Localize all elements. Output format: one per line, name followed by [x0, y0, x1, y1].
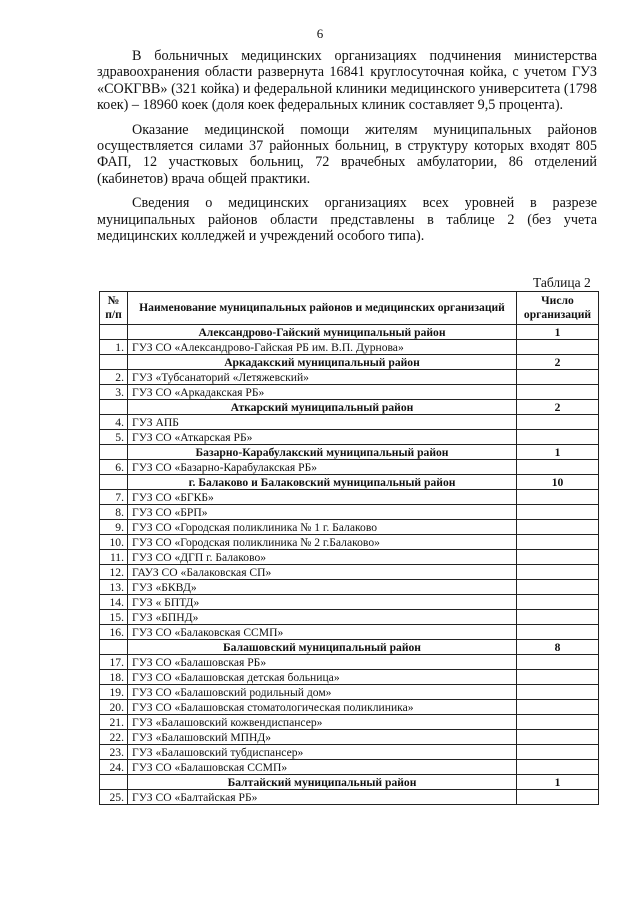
row-number: 23.	[100, 745, 128, 760]
row-number: 22.	[100, 730, 128, 745]
district-count: 2	[517, 355, 599, 370]
district-row	[100, 475, 599, 490]
organization-name: ГУЗ СО «Аткарская РБ»	[128, 430, 517, 445]
district-num-cell	[100, 355, 128, 370]
header-name: Наименование муниципальных районов и медицинских организаций	[128, 292, 517, 325]
row-number: 4.	[100, 415, 128, 430]
table-row	[100, 415, 599, 430]
table-row	[100, 670, 599, 685]
organization-count-cell	[517, 670, 599, 685]
district-row	[100, 400, 599, 415]
table-row	[100, 565, 599, 580]
district-count: 1	[517, 325, 599, 340]
organization-name: ГУЗ СО «Городская поликлиника № 2 г.Балаково»	[128, 535, 517, 550]
organization-name: ГУЗ «БПНД»	[128, 610, 517, 625]
organization-name: ГУЗ СО «БГКБ»	[128, 490, 517, 505]
organization-count-cell	[517, 430, 599, 445]
organization-name: ГУЗ СО «Балашовская ССМП»	[128, 760, 517, 775]
organization-count-cell	[517, 370, 599, 385]
district-name: Аркадакский муниципальный район	[128, 355, 517, 370]
row-number: 18.	[100, 670, 128, 685]
row-number: 11.	[100, 550, 128, 565]
header-num: № п/п	[100, 292, 128, 325]
row-number: 14.	[100, 595, 128, 610]
organization-count-cell	[517, 520, 599, 535]
row-number: 15.	[100, 610, 128, 625]
organization-name: ГУЗ СО «Городская поликлиника № 1 г. Балаково	[128, 520, 517, 535]
row-number: 6.	[100, 460, 128, 475]
table-row	[100, 505, 599, 520]
table-row	[100, 655, 599, 670]
organization-count-cell	[517, 595, 599, 610]
table-row	[100, 370, 599, 385]
organization-count-cell	[517, 565, 599, 580]
organization-count-cell	[517, 535, 599, 550]
district-row	[100, 445, 599, 460]
district-row	[100, 355, 599, 370]
organization-name: ГУЗ СО «Балашовская стоматологическая поликлиника»	[128, 700, 517, 715]
organization-count-cell	[517, 490, 599, 505]
district-num-cell	[100, 400, 128, 415]
organization-name: ГУЗ СО «Балашовская РБ»	[128, 655, 517, 670]
table-row	[100, 745, 599, 760]
organization-count-cell	[517, 505, 599, 520]
organization-count-cell	[517, 760, 599, 775]
organization-count-cell	[517, 730, 599, 745]
table-row	[100, 430, 599, 445]
table-row	[100, 730, 599, 745]
district-name: Балтайский муниципальный район	[128, 775, 517, 790]
district-num-cell	[100, 475, 128, 490]
table-row	[100, 610, 599, 625]
organizations-table	[99, 291, 599, 805]
organization-name: ГУЗ СО «Базарно-Карабулакская РБ»	[128, 460, 517, 475]
district-name: Базарно-Карабулакский муниципальный район	[128, 445, 517, 460]
row-number: 13.	[100, 580, 128, 595]
district-num-cell	[100, 775, 128, 790]
organization-name: ГУЗ СО «Александрово-Гайская РБ им. В.П. Дурнова»	[128, 340, 517, 355]
organization-name: ГУЗ АПБ	[128, 415, 517, 430]
row-number: 19.	[100, 685, 128, 700]
row-number: 10.	[100, 535, 128, 550]
district-row	[100, 325, 599, 340]
district-count: 8	[517, 640, 599, 655]
row-number: 3.	[100, 385, 128, 400]
organization-count-cell	[517, 460, 599, 475]
organization-name: ГУЗ СО «Балаковская ССМП»	[128, 625, 517, 640]
organization-count-cell	[517, 685, 599, 700]
organization-count-cell	[517, 715, 599, 730]
paragraph: Оказание медицинской помощи жителям муниципальных районов осуществляется силами 37 районных больниц, в структуру которых входят 805 ФАП, 12 участковых больниц, 72 врачебных амбулатории, 86 отделений (кабинетов) врача общей практики.	[97, 121, 597, 187]
row-number: 25.	[100, 790, 128, 805]
district-name: Аткарский муниципальный район	[128, 400, 517, 415]
table-row	[100, 520, 599, 535]
table-row	[100, 685, 599, 700]
table-header-row	[100, 292, 599, 325]
table-row	[100, 385, 599, 400]
table-row	[100, 550, 599, 565]
table-row	[100, 580, 599, 595]
organization-count-cell	[517, 745, 599, 760]
row-number: 2.	[100, 370, 128, 385]
district-row	[100, 640, 599, 655]
organization-count-cell	[517, 610, 599, 625]
organization-name: ГАУЗ СО «Балаковская СП»	[128, 565, 517, 580]
table-row	[100, 625, 599, 640]
page-number: 6	[316, 26, 324, 41]
table-row	[100, 715, 599, 730]
row-number: 1.	[100, 340, 128, 355]
organization-count-cell	[517, 625, 599, 640]
district-name: Балашовский муниципальный район	[128, 640, 517, 655]
district-name: Александрово-Гайский муниципальный район	[128, 325, 517, 340]
organization-name: ГУЗ СО «ДГП г. Балаково»	[128, 550, 517, 565]
row-number: 20.	[100, 700, 128, 715]
organization-name: ГУЗ СО «Балтайская РБ»	[128, 790, 517, 805]
organization-count-cell	[517, 655, 599, 670]
table-body	[100, 325, 599, 805]
organization-count-cell	[517, 550, 599, 565]
organization-name: ГУЗ «Балашовский тубдиспансер»	[128, 745, 517, 760]
organization-name: ГУЗ СО «Балашовский родильный дом»	[128, 685, 517, 700]
organization-name: ГУЗ «Тубсанаторий «Летяжевский»	[128, 370, 517, 385]
row-number: 16.	[100, 625, 128, 640]
row-number: 5.	[100, 430, 128, 445]
organization-count-cell	[517, 790, 599, 805]
organization-count-cell	[517, 340, 599, 355]
organization-count-cell	[517, 580, 599, 595]
organization-name: ГУЗ « БПТД»	[128, 595, 517, 610]
organization-name: ГУЗ СО «БРП»	[128, 505, 517, 520]
row-number: 7.	[100, 490, 128, 505]
table-row	[100, 535, 599, 550]
district-count: 2	[517, 400, 599, 415]
district-name: г. Балаково и Балаковский муниципальный район	[128, 475, 517, 490]
row-number: 21.	[100, 715, 128, 730]
organization-count-cell	[517, 415, 599, 430]
body-text	[97, 48, 597, 252]
organization-count-cell	[517, 385, 599, 400]
row-number: 12.	[100, 565, 128, 580]
row-number: 8.	[100, 505, 128, 520]
organization-name: ГУЗ «Балашовский кожвендиспансер»	[128, 715, 517, 730]
table-row	[100, 790, 599, 805]
paragraph: В больничных медицинских организациях подчинения министерства здравоохранения области развернута 16841 круглосуточная койка, с учетом ГУЗ «СОКГВВ» (321 койка) и федеральной клиники медицинского университета (1798 коек) – 18960 коек (доля коек федеральных клиник составляет 9,5 процента).	[97, 48, 597, 114]
district-num-cell	[100, 325, 128, 340]
district-count: 10	[517, 475, 599, 490]
table-row	[100, 490, 599, 505]
table-row	[100, 340, 599, 355]
organization-name: ГУЗ СО «Балашовская детская больница»	[128, 670, 517, 685]
paragraph: Сведения о медицинских организациях всех уровней в разрезе муниципальных районов области представлены в таблице 2 (без учета медицинских колледжей и учреждений особого типа).	[97, 195, 597, 245]
organization-name: ГУЗ «БКВД»	[128, 580, 517, 595]
organization-name: ГУЗ «Балашовский МПНД»	[128, 730, 517, 745]
row-number: 9.	[100, 520, 128, 535]
table-row	[100, 460, 599, 475]
row-number: 24.	[100, 760, 128, 775]
district-count: 1	[517, 775, 599, 790]
organization-name: ГУЗ СО «Аркадакская РБ»	[128, 385, 517, 400]
row-number: 17.	[100, 655, 128, 670]
district-row	[100, 775, 599, 790]
table-row	[100, 595, 599, 610]
header-count: Число организаций	[517, 292, 599, 325]
table-row	[100, 700, 599, 715]
table-row	[100, 760, 599, 775]
organization-count-cell	[517, 700, 599, 715]
district-num-cell	[100, 445, 128, 460]
district-num-cell	[100, 640, 128, 655]
district-count: 1	[517, 445, 599, 460]
table-caption: Таблица 2	[533, 275, 591, 290]
